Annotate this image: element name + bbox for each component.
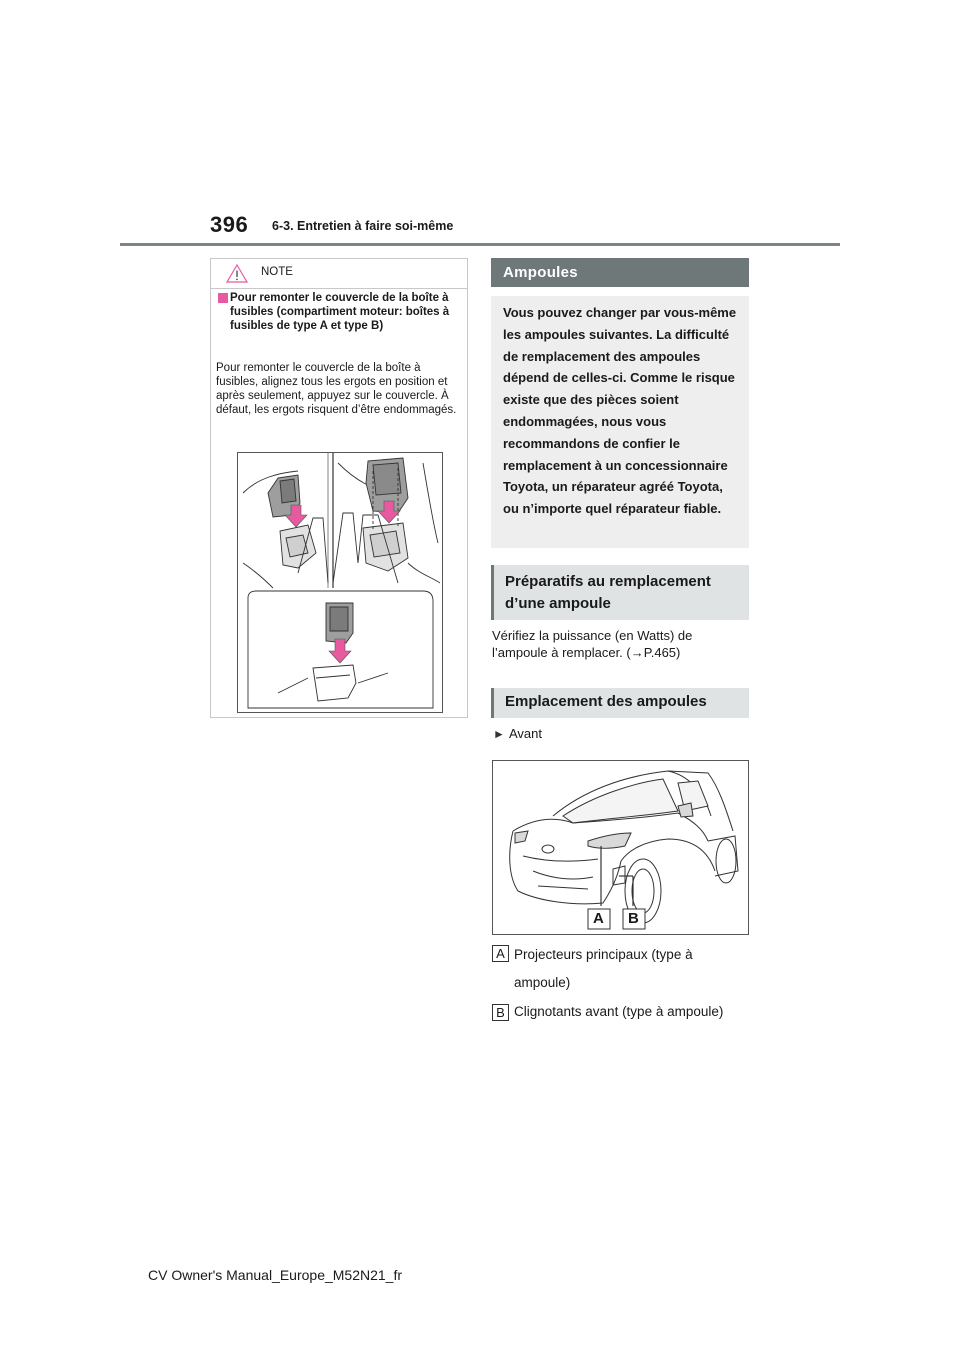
front-label: Avant	[509, 726, 543, 741]
legend-b-box: B	[492, 1004, 509, 1021]
fuse-box-cover-illustration	[237, 452, 443, 713]
section-title: 6-3. Entretien à faire soi-même	[272, 219, 454, 233]
ampoules-intro-panel	[491, 296, 749, 548]
note-paragraph: Pour remonter le couvercle de la boîte à fusibles, alignez tous les ergots en position et après seulement, appuyez sur le couvercle. À défaut, les ergots risquent d’être endommagés.	[216, 362, 457, 416]
page-number: 396	[210, 212, 249, 237]
note-box	[210, 258, 468, 718]
note-header	[211, 259, 467, 289]
preparation-text: Vérifiez la puissance (en Watts) de l’ampoule à remplacer. (→P.465)	[492, 628, 693, 660]
triangle-bullet-icon: ►	[493, 727, 505, 741]
warning-triangle-icon	[226, 264, 248, 283]
callout-a-label: A	[593, 910, 604, 927]
note-bullet-square	[218, 293, 228, 303]
callout-b-label: B	[628, 910, 639, 927]
note-subtitle: Pour remonter le couvercle de la boîte à fusibles (compartiment moteur: boîtes à fusibles de type A et type B)	[230, 292, 450, 332]
car-front-illustration	[492, 760, 749, 935]
ampoules-intro-text: Vous pouvez changer par vous-même les ampoules suivantes. La difficulté de remplacement des ampoules dépend de celles-ci. Comme le risque existe que des pièces soient endommagées, nous vous recommandons de confier le remplacement à un concessionnaire Toyota, un réparateur agréé Toyota, ou n’importe quel réparateur fiable.	[503, 305, 737, 517]
legend-a-box: A	[492, 945, 509, 962]
legend-a-text: Projecteurs principaux (type à ampoule)	[514, 947, 693, 990]
section-header-preparation: Préparatifs au remplacement d’une ampoule	[491, 565, 749, 620]
fuse-box-diagram	[238, 453, 442, 712]
car-diagram	[493, 761, 748, 934]
note-label: NOTE	[261, 266, 293, 278]
legend-b-text: Clignotants avant (type à ampoule)	[514, 1004, 724, 1019]
section-header-emplacement: Emplacement des ampoules	[491, 688, 749, 718]
footer-text: CV Owner's Manual_Europe_M52N21_fr	[148, 1267, 403, 1283]
header-rule	[120, 243, 840, 246]
section-header-ampoules: Ampoules	[491, 258, 749, 287]
